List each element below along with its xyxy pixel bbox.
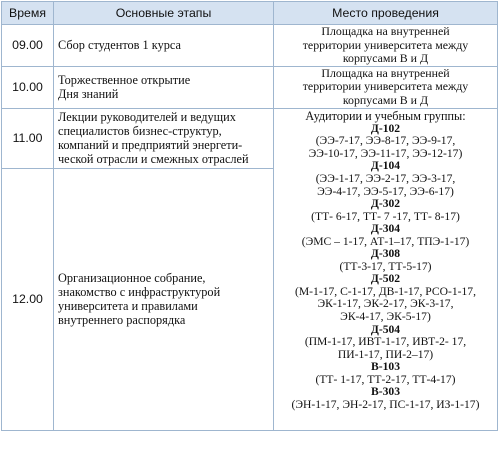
schedule-table [1, 1, 498, 431]
group-list: (ПМ-1-17, ИВТ-1-17, ИВТ-2- 17, [304, 335, 467, 349]
room-label: Д-302 [370, 197, 401, 211]
stage-cell [54, 66, 274, 108]
stage-text: Организационное собрание, [58, 271, 206, 286]
stage-text: знакомство с инфраструктурой [58, 285, 221, 300]
stage-text: внутреннего распорядка [58, 313, 186, 328]
room-label: Д-304 [370, 222, 401, 236]
table-row [2, 66, 498, 108]
time-cell: 10.00 [2, 66, 54, 108]
stage-text: Сбор студентов 1 курса [58, 38, 181, 53]
group-list: ЭЭ-4-17, ЭЭ-5-17, ЭЭ-6-17) [317, 184, 454, 198]
stage-text: Дня знаний [58, 87, 119, 102]
place-cell [274, 66, 498, 108]
place-text: территории университета между [302, 37, 469, 52]
time-cell: 09.00 [2, 25, 54, 67]
stage-cell [54, 108, 274, 168]
header-stage: Основные этапы [54, 2, 274, 25]
stage-text: ческой отрасли и смежных отраслей [58, 152, 249, 167]
place-text: Площадка на внутренней [321, 65, 450, 80]
room-label: Д-102 [370, 121, 401, 135]
group-list: (ТТ- 1-17, ТТ-2-17, ТТ-4-17) [315, 372, 456, 386]
stage-text: компаний и предприятий энергети- [58, 138, 243, 153]
group-list: ПИ-1-17, ПИ-2–17) [337, 347, 434, 361]
header-place: Место проведения [274, 2, 498, 25]
place-text: корпусами В и Д [342, 93, 429, 108]
header-row [2, 2, 498, 25]
room-label: В-303 [371, 385, 400, 399]
stage-cell [54, 168, 274, 430]
group-list: (ЭЭ-1-17, ЭЭ-2-17, ЭЭ-3-17, [315, 171, 456, 185]
room-label: В-103 [371, 360, 400, 374]
time-cell: 12.00 [2, 168, 54, 430]
auditoriums-cell [274, 108, 498, 430]
group-list: ЭК-4-17, ЭК-5-17) [340, 309, 431, 323]
table-row [2, 25, 498, 67]
group-list: ЭЭ-10-17, ЭЭ-11-17, ЭЭ-12-17) [308, 146, 463, 160]
room-label: Д-308 [370, 247, 401, 261]
time-cell: 11.00 [2, 108, 54, 168]
group-list: (ТТ-3-17, ТТ-5-17) [339, 259, 432, 273]
room-label: Д-502 [370, 272, 401, 286]
table-row [2, 108, 498, 168]
group-list: (ЭЭ-7-17, ЭЭ-8-17, ЭЭ-9-17, [315, 134, 456, 148]
stage-text: Лекции руководителей и ведущих [58, 110, 236, 125]
place-text: корпусами В и Д [342, 51, 429, 66]
auditoriums-intro: Аудитории и учебным группы: [305, 108, 466, 123]
stage-text: специалистов бизнес-структур, [58, 124, 222, 139]
group-list: (М-1-17, С-1-17, ДВ-1-17, РСО-1-17, [295, 284, 476, 298]
stage-text: Торжественное открытие [58, 73, 191, 88]
room-label: Д-504 [370, 322, 401, 336]
stage-cell [54, 25, 274, 67]
header-time: Время [2, 2, 54, 25]
room-label: Д-104 [370, 159, 401, 173]
group-list: (ТТ- 6-17, ТТ- 7 -17, ТТ- 8-17) [311, 209, 460, 223]
group-list: ЭК-1-17, ЭК-2-17, ЭК-3-17, [317, 297, 454, 311]
group-list: (ЭН-1-17, ЭН-2-17, ПС-1-17, ИЗ-1-17) [291, 397, 480, 411]
place-cell [274, 25, 498, 67]
stage-text: университета и правилами [58, 299, 198, 314]
group-list: (ЭМС – 1-17, АТ-1–17, ТПЭ-1-17) [301, 234, 470, 248]
place-text: территории университета между [302, 79, 469, 94]
place-text: Площадка на внутренней [321, 24, 450, 38]
